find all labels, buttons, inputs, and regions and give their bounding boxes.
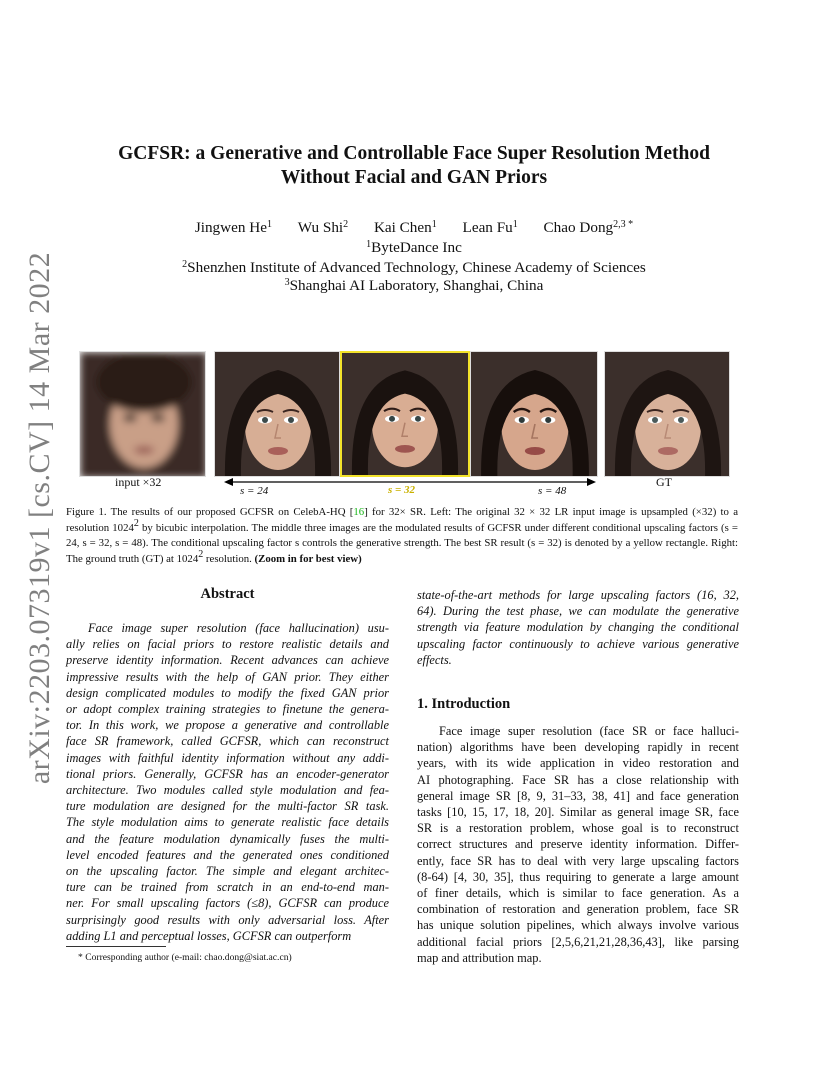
author: Jingwen He$^1$ [194,219,272,236]
text-line: additional facial priors [2,5,6,21,21,28,36,43], like parsing [417,934,739,949]
paper-title [60,142,768,190]
text-line: or adopt complex training strategies to finetune the genera- [66,702,389,717]
text-line: AI photographing. Face SR has a close relationship with [417,772,739,787]
text-line: level encoded features and the generated ones conditioned [66,847,389,862]
text-line: years, with its wide application in video restoration and [417,756,739,771]
abstract-continuation [417,587,739,668]
citation-link[interactable]: 16 [353,506,365,518]
text-line: strength via feature modulation by changing the conditional [417,620,739,635]
text-line: SR is a restoration problem, whose goal is to reconstruct [417,821,739,836]
text-line: The style modulation aims to generate realistic face details [66,815,389,830]
text-line: has unique solution pipelines, which always involve various [417,918,739,933]
footnote: * Corresponding author (e-mail: chao.dong@siat.ac.cn) [78,952,292,963]
introduction-heading: 1. Introduction [417,696,511,712]
text-line: ner. For small upscaling factors (≤8), GCFSR can produce [66,896,389,911]
affiliation: $^2$Shenzhen Institute of Advanced Technology, Chinese Academy of Sciences [182,259,646,276]
text-line: 64). During the test phase, we can modulate the generative [417,604,739,619]
author: Wu Shi$^2$ [297,219,349,236]
title-line-1: GCFSR: a Generative and Controllable Face Super Resolution Method [118,143,710,164]
arxiv-identifier: arXiv:2203.07319v1 [cs.CV] 14 Mar 2022 [23,251,56,785]
abstract-heading: Abstract [200,586,255,602]
text-line: face SR framework, called GCFSR, which can reconstruct [66,734,389,749]
affiliation: $^3$Shanghai AI Laboratory, Shanghai, China [284,277,544,294]
ground-truth-image [604,351,730,477]
title-line-2: Without Facial and GAN Priors [280,167,548,188]
text-line: images with faithful identity information without any addi- [66,750,389,765]
text-line: tional priors. Generally, GCFSR has an encoder-generator [66,766,389,781]
text-line: of finer details, which is similar to face generation. As a [417,886,739,901]
input-label: input ×32 [115,475,162,489]
text-line: upscaling factor continuously to achieve various generative [417,636,739,651]
text-line: preserve identity information. Recent advances can achieve [66,653,389,668]
author-list [60,218,768,238]
text-line: correct structures and preserve identity information. Differ- [417,837,739,852]
s32-label: s = 32 [388,484,416,496]
text-line: ently, face SR has to deal with very large upscaling factors [417,853,739,868]
text-line: impressive results with the help of GAN prior. They either [66,669,389,684]
author: Lean Fu$^1$ [462,219,518,236]
text-line: state-of-the-art methods for large upscaling factors (16, 32, [417,588,739,602]
text-line: (8-64) [4, 30, 35], thus requiring to generate a large amount [417,869,739,884]
input-lr-image [79,351,206,477]
text-line: map and attribution map. [417,950,542,965]
figure-caption: Figure 1. The results of our proposed GCFSR on CelebA-HQ [16] for 32× SR. Left: The original 32 × 32 LR input image is upsampled (×32) to a resolution 1024$^2$ by bicubic interpolation. The middle three images are the modulated results of GCFSR under different conditional upscaling factors (s = 24, s = 32, s = 48). The conditional upscaling factor s controls the generative strength. The best SR result (s = 32) is denoted by a yellow rectangle. Right: The ground truth (GT) at 1024$^2$ resolution. (Zoom in for best view) [66,506,738,565]
text-line: ture can be trained from scratch in an end-to-end man- [66,880,389,895]
text-line: nation) algorithms have been developing rapidly in recent [417,740,739,755]
author: Chao Dong$^{2,3 *}$ [543,219,634,236]
gt-label: GT [656,475,672,489]
text-line: ture modulation are designed for the multi-factor SR task. [66,799,389,814]
text-line: design complicated modules to modify the fixed GAN prior [66,685,389,700]
sr-result-s24 [214,351,340,477]
text-line: tor. In this work, we propose a generative and controllable [66,718,389,733]
sr-result-s48 [470,351,598,477]
abstract-body [66,620,389,944]
text-line: surprisingly good results with only adversarial loss. After [66,912,389,927]
text-line: adding L1 and perceptual losses, GCFSR can outperform [66,928,352,943]
text-line: and the feature modulation dynamically fuses the multi- [66,831,389,846]
s24-label: s = 24 [240,485,269,497]
text-line: tasks [10, 15, 17, 18, 20]. Similar as general image SR, face [417,805,739,820]
author: Kai Chen$^1$ [373,219,437,236]
affiliation: $^1$ByteDance Inc [366,239,462,256]
text-line: ally relies on facial priors to restore realistic details and [66,637,389,652]
introduction-body [417,723,739,966]
text-line: on the upscaling factor. The simple and elegant architec- [66,864,389,879]
footnote-rule [66,946,166,947]
text-line: Face image super resolution (face SR or face halluci- [439,724,739,738]
text-line: general image SR [8, 9, 31–33, 38, 41] and face generation [417,788,739,803]
text-line: effects. [417,652,452,667]
sr-result-s32-best [340,351,470,477]
s48-label: s = 48 [538,485,567,497]
text-line: combination of restoration and generation problem, face SR [417,902,739,917]
text-line: architecture. Two modules called style modulation and fea- [66,783,389,798]
text-line: Face image super resolution (face hallucination) usu- [88,621,389,635]
